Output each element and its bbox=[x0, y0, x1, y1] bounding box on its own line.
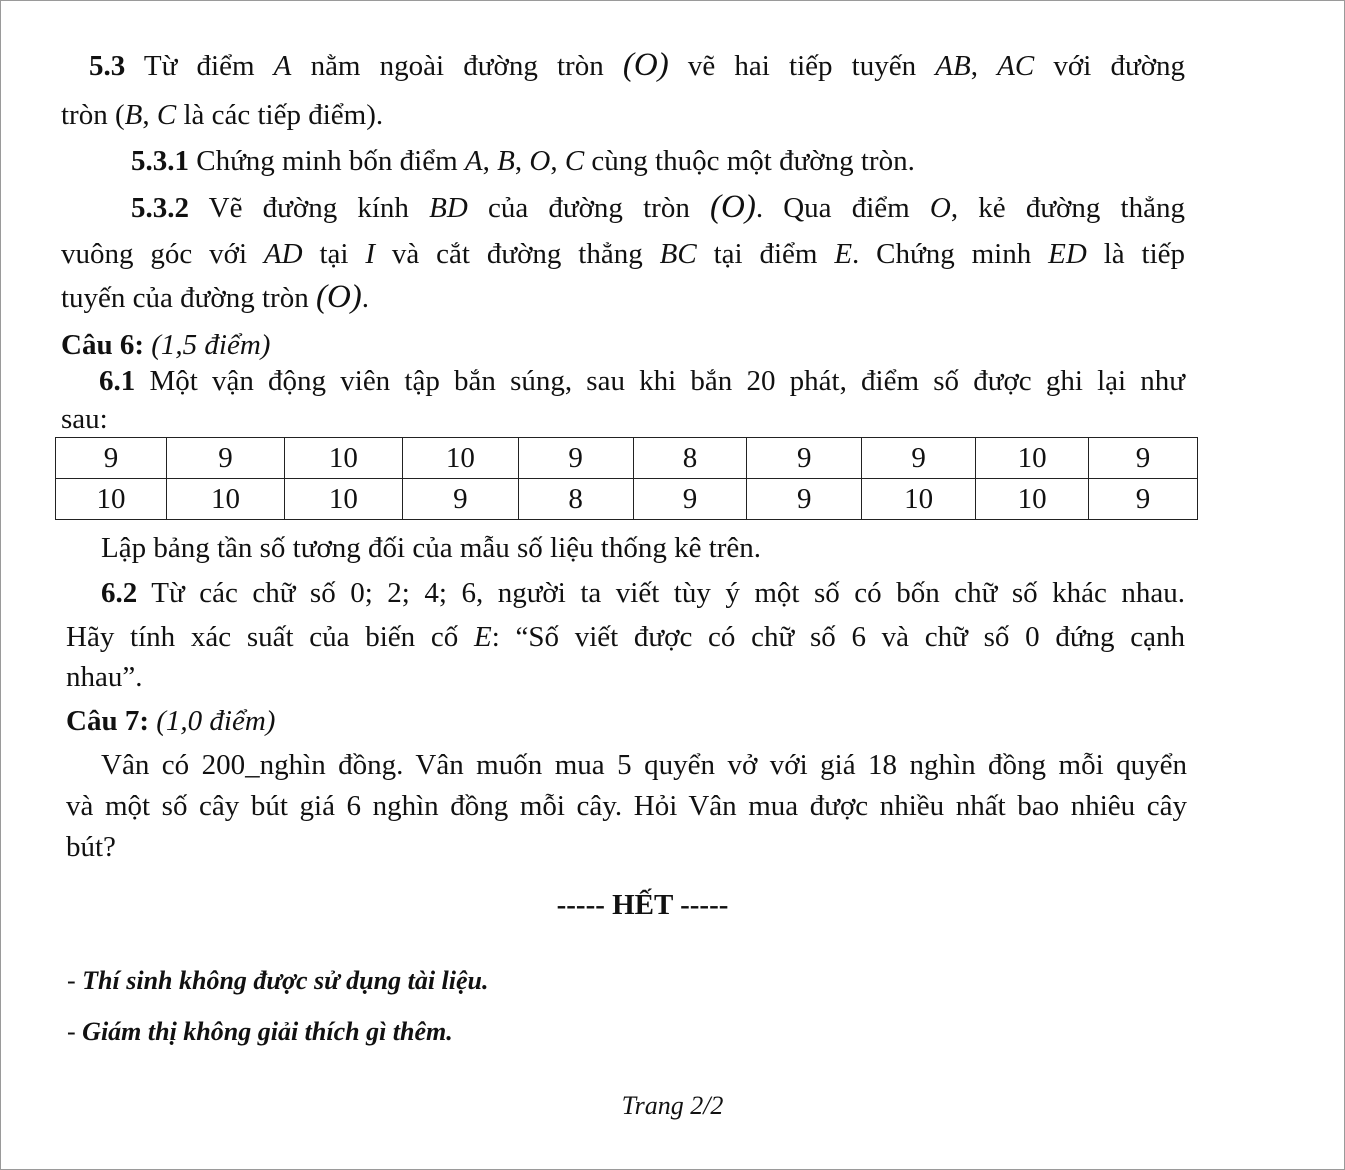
score-cell: 10 bbox=[862, 479, 976, 520]
q531-line-1 bbox=[131, 143, 915, 179]
note-text-2: Giám thị không giải thích gì thêm. bbox=[82, 1017, 453, 1046]
text-segment: , bbox=[482, 145, 498, 177]
text-segment: nằm ngoài đường tròn bbox=[291, 50, 623, 82]
note-2 bbox=[67, 1014, 453, 1050]
score-table bbox=[55, 437, 1198, 520]
text-segment: AD bbox=[263, 238, 303, 270]
text-segment: Chứng minh bốn điểm bbox=[196, 145, 465, 177]
q532-number: 5.3.2 bbox=[131, 192, 189, 224]
q7-points: (1,0 điểm) bbox=[156, 705, 276, 737]
score-cell: 10 bbox=[56, 479, 167, 520]
q7-line-2 bbox=[66, 788, 1187, 824]
text-segment: A bbox=[464, 145, 483, 177]
score-cell: 9 bbox=[862, 438, 976, 479]
q531-number: 5.3.1 bbox=[131, 145, 189, 177]
note-1 bbox=[67, 963, 489, 999]
text-segment: E bbox=[834, 238, 853, 270]
text-segment: tuyến của đường tròn bbox=[61, 282, 316, 314]
score-cell: 9 bbox=[747, 479, 862, 520]
q62-line-2 bbox=[66, 619, 1185, 655]
text-segment: . bbox=[361, 282, 370, 314]
q7-line-1 bbox=[101, 747, 1187, 783]
text-segment: B bbox=[124, 99, 143, 131]
text-segment: Từ điểm bbox=[143, 50, 274, 82]
score-cell: 10 bbox=[976, 479, 1089, 520]
q61-line-2: sau: bbox=[61, 403, 108, 435]
text-segment: , bbox=[514, 145, 530, 177]
score-cell: 9 bbox=[518, 438, 633, 479]
q61-number: 6.1 bbox=[99, 365, 136, 397]
text-segment: O bbox=[929, 192, 951, 224]
text-segment: Từ các chữ số 0; 2; 4; 6, người ta viết tùy ý một số có bốn chữ số khác nhau. bbox=[151, 577, 1185, 609]
text-segment: là tiếp bbox=[1086, 238, 1185, 270]
q7-label: Câu 7: bbox=[66, 705, 149, 737]
score-row bbox=[56, 438, 1198, 479]
text-segment: và một số cây bút giá 6 nghìn đồng mỗi cây. Hỏi Vân mua được nhiều nhất bao nhiêu cây bbox=[66, 790, 1187, 822]
text-segment: A bbox=[273, 50, 292, 82]
q6-heading bbox=[61, 327, 270, 363]
q532-line-1 bbox=[131, 189, 1185, 226]
q532-line-3 bbox=[61, 279, 369, 316]
q7-heading bbox=[66, 703, 275, 739]
text-segment: là các tiếp điểm). bbox=[176, 99, 384, 131]
q532-text-1 bbox=[208, 189, 1185, 225]
score-cell: 10 bbox=[167, 479, 285, 520]
score-cell: 9 bbox=[747, 438, 862, 479]
score-cell: 9 bbox=[1089, 479, 1198, 520]
q532-line-2 bbox=[61, 236, 1185, 272]
q53-intro-line-2 bbox=[61, 97, 383, 133]
text-segment: và cắt đường thẳng bbox=[375, 238, 660, 270]
q53-intro-text-1 bbox=[143, 47, 1186, 83]
note-dash-1: - bbox=[67, 966, 76, 995]
text-segment: AC bbox=[997, 50, 1035, 82]
text-segment: O bbox=[529, 145, 551, 177]
score-cell: 9 bbox=[402, 479, 518, 520]
text-segment: của đường tròn bbox=[467, 192, 710, 224]
text-segment: , bbox=[970, 50, 998, 82]
q61-text-1 bbox=[149, 365, 1185, 397]
q531-text bbox=[196, 145, 915, 177]
q6-points: (1,5 điểm) bbox=[151, 329, 271, 361]
q61-task: Lập bảng tần số tương đối của mẫu số liệu thống kê trên. bbox=[101, 532, 762, 564]
text-segment: C bbox=[156, 99, 177, 131]
q62-line-3: nhau”. bbox=[66, 661, 143, 693]
text-segment: vuông góc với bbox=[61, 238, 264, 270]
note-dash-2: - bbox=[67, 1017, 76, 1046]
text-segment: Vẽ đường kính bbox=[208, 192, 430, 224]
text-segment: . Qua điểm bbox=[755, 192, 930, 224]
text-segment: Một vận động viên tập bắn súng, sau khi bắn 20 phát, điểm số được ghi lại như bbox=[149, 365, 1186, 397]
score-cell: 10 bbox=[402, 438, 518, 479]
score-cell: 10 bbox=[976, 438, 1089, 479]
text-segment: (O) bbox=[710, 189, 756, 225]
score-cell: 9 bbox=[56, 438, 167, 479]
text-segment: BD bbox=[429, 192, 468, 224]
text-segment: E bbox=[473, 621, 492, 653]
text-segment: , bbox=[142, 99, 157, 131]
end-mark: ----- HẾT ----- bbox=[556, 889, 729, 921]
note-text-1: Thí sinh không được sử dụng tài liệu. bbox=[82, 966, 489, 995]
text-segment: tròn ( bbox=[61, 99, 125, 131]
text-segment: BC bbox=[659, 238, 697, 270]
score-cell: 9 bbox=[167, 438, 285, 479]
text-segment: ED bbox=[1048, 238, 1087, 270]
text-segment: vẽ hai tiếp tuyến bbox=[668, 50, 936, 82]
text-segment: I bbox=[365, 238, 376, 270]
q53-number: 5.3 bbox=[89, 50, 126, 82]
text-segment: Hãy tính xác suất của biến cố bbox=[66, 621, 474, 653]
q62-line-1 bbox=[101, 575, 1185, 611]
q53-intro-line-1 bbox=[89, 47, 1185, 84]
score-cell: 8 bbox=[633, 438, 747, 479]
text-segment: B bbox=[497, 145, 515, 177]
text-segment: : “Số viết được có chữ số 6 và chữ số 0 đứng cạnh bbox=[491, 621, 1185, 653]
text-segment: Vân có 200_nghìn đồng. Vân muốn mua 5 quyển vở với giá 18 nghìn đồng mỗi quyển bbox=[101, 749, 1187, 781]
text-segment: (O) bbox=[622, 47, 669, 83]
score-cell: 8 bbox=[518, 479, 633, 520]
q62-text-1 bbox=[151, 577, 1185, 609]
text-segment: . Chứng minh bbox=[852, 238, 1049, 270]
score-cell: 9 bbox=[1089, 438, 1198, 479]
score-cell: 10 bbox=[284, 479, 402, 520]
page-footer: Trang 2/2 bbox=[621, 1091, 724, 1120]
text-segment: tại điểm bbox=[696, 238, 835, 270]
text-segment: với đường bbox=[1034, 50, 1186, 82]
q7-line-3: bút? bbox=[66, 831, 116, 863]
text-segment: cùng thuộc một đường tròn. bbox=[584, 145, 915, 177]
score-row bbox=[56, 479, 1198, 520]
score-cell: 10 bbox=[284, 438, 402, 479]
text-segment: (O) bbox=[315, 279, 362, 315]
q62-number: 6.2 bbox=[101, 577, 138, 609]
q6-label: Câu 6: bbox=[61, 329, 144, 361]
text-segment: C bbox=[564, 145, 585, 177]
text-segment: , kẻ đường thẳng bbox=[950, 192, 1185, 224]
text-segment: , bbox=[550, 145, 565, 177]
q61-line-1 bbox=[99, 363, 1185, 399]
text-segment: AB bbox=[935, 50, 971, 82]
text-segment: tại bbox=[302, 238, 366, 270]
score-cell: 9 bbox=[633, 479, 747, 520]
